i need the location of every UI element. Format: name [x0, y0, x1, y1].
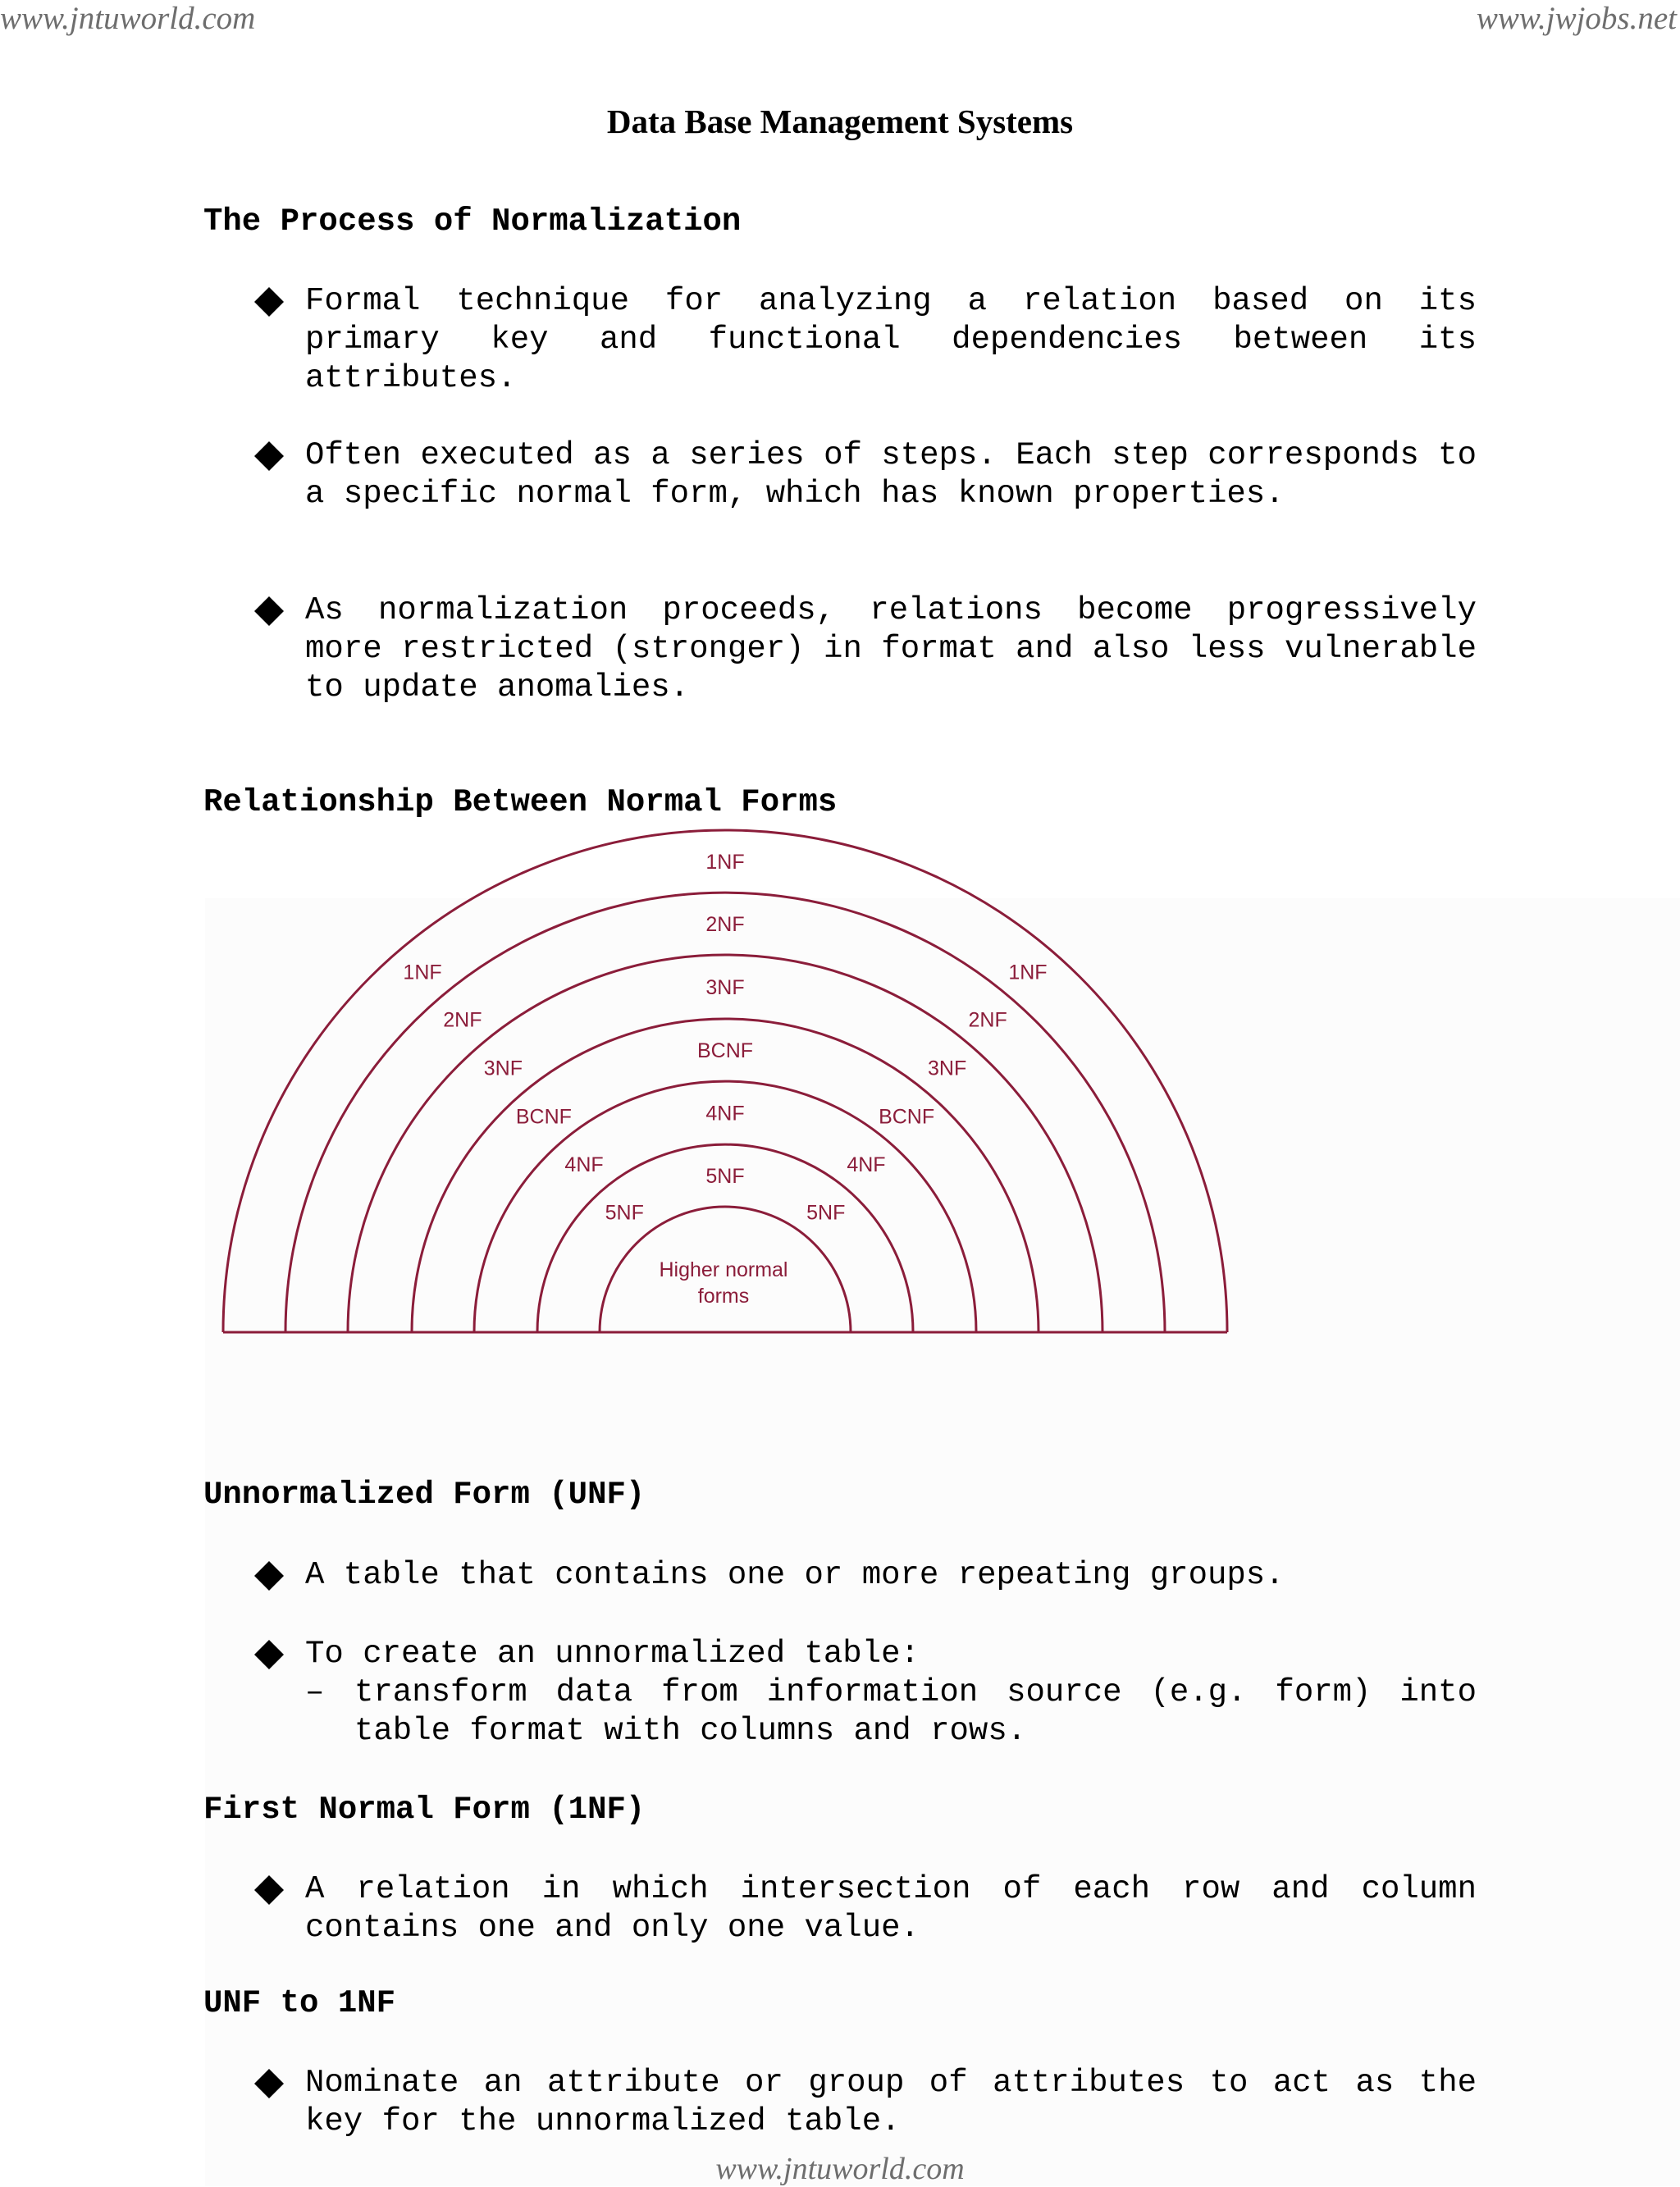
- bullet-text: A table that contains one or more repeating groups.: [305, 1557, 1285, 1593]
- band-label-left: 4NF: [564, 1153, 604, 1177]
- list-item: [253, 1635, 1477, 1751]
- bullet-text: Formal technique for analyzing a relation based on its primary key and functional dependencies between its attributes.: [305, 283, 1477, 396]
- heading-unnormalized-form: Unnormalized Form (UNF): [203, 1477, 646, 1513]
- band-label-top: BCNF: [696, 1039, 754, 1062]
- list-item: [253, 1870, 1477, 1947]
- bullet-text: To create an unnormalized table:: [305, 1636, 920, 1672]
- band-label-top: 4NF: [705, 1102, 745, 1125]
- dash-bullet: –: [305, 1674, 325, 1710]
- band-label-right: 1NF: [1008, 961, 1048, 984]
- band-label-right: 2NF: [968, 1008, 1007, 1032]
- diamond-bullet-icon: [253, 1638, 285, 1671]
- bullet-text: Nominate an attribute or group of attributes to act as the key for the unnormalized table.: [305, 2065, 1477, 2139]
- heading-first-normal-form: First Normal Form (1NF): [203, 1792, 646, 1828]
- header-right-watermark: www.jwjobs.net: [1476, 1, 1677, 36]
- list-item: [253, 2064, 1477, 2141]
- document-title: Data Base Management Systems: [606, 103, 1074, 140]
- center-label-line2: forms: [697, 1285, 750, 1308]
- band-label-top: 5NF: [705, 1165, 745, 1188]
- band-label-top: 2NF: [705, 913, 745, 936]
- sub-item-text: transform data from information source (e.g. form) into table format with columns and rows.: [354, 1674, 1477, 1749]
- bullet-text: As normalization proceeds, relations become progressively more restricted (stronger) in format and also less vulnerable to update anomalies.: [305, 592, 1477, 705]
- band-label-right: 3NF: [927, 1057, 967, 1080]
- band-label-left: BCNF: [515, 1105, 572, 1129]
- band-label-right: 4NF: [847, 1153, 886, 1177]
- heading-relationship-between-normal-forms: Relationship Between Normal Forms: [203, 784, 838, 820]
- diamond-bullet-icon: [253, 1559, 285, 1592]
- band-label-left: 5NF: [605, 1201, 644, 1225]
- list-item: [253, 1556, 1477, 1595]
- band-label-top: 1NF: [705, 851, 745, 874]
- center-label-line1: Higher normal: [659, 1258, 788, 1281]
- band-label-left: 2NF: [443, 1008, 482, 1032]
- bullet-text: A relation in which intersection of each row and column contains one and only one value.: [305, 1871, 1477, 1946]
- diamond-bullet-icon: [253, 2067, 285, 2100]
- band-label-left: 3NF: [483, 1057, 523, 1080]
- header-left-watermark: www.jntuworld.com: [0, 1, 256, 36]
- footer-watermark: www.jntuworld.com: [715, 2152, 965, 2186]
- band-label-right: 5NF: [806, 1201, 846, 1225]
- band-label-left: 1NF: [403, 961, 442, 984]
- diamond-bullet-icon: [253, 1874, 285, 1906]
- sub-list-item: [305, 1673, 1477, 1751]
- band-label-right: BCNF: [879, 1105, 935, 1129]
- heading-process-of-normalization: The Process of Normalization: [203, 203, 742, 240]
- bullet-text: Often executed as a series of steps. Each step corresponds to a specific normal form, which has known properties.: [305, 437, 1477, 512]
- heading-unf-to-1nf: UNF to 1NF: [203, 1985, 396, 2021]
- band-label-top: 3NF: [705, 976, 745, 999]
